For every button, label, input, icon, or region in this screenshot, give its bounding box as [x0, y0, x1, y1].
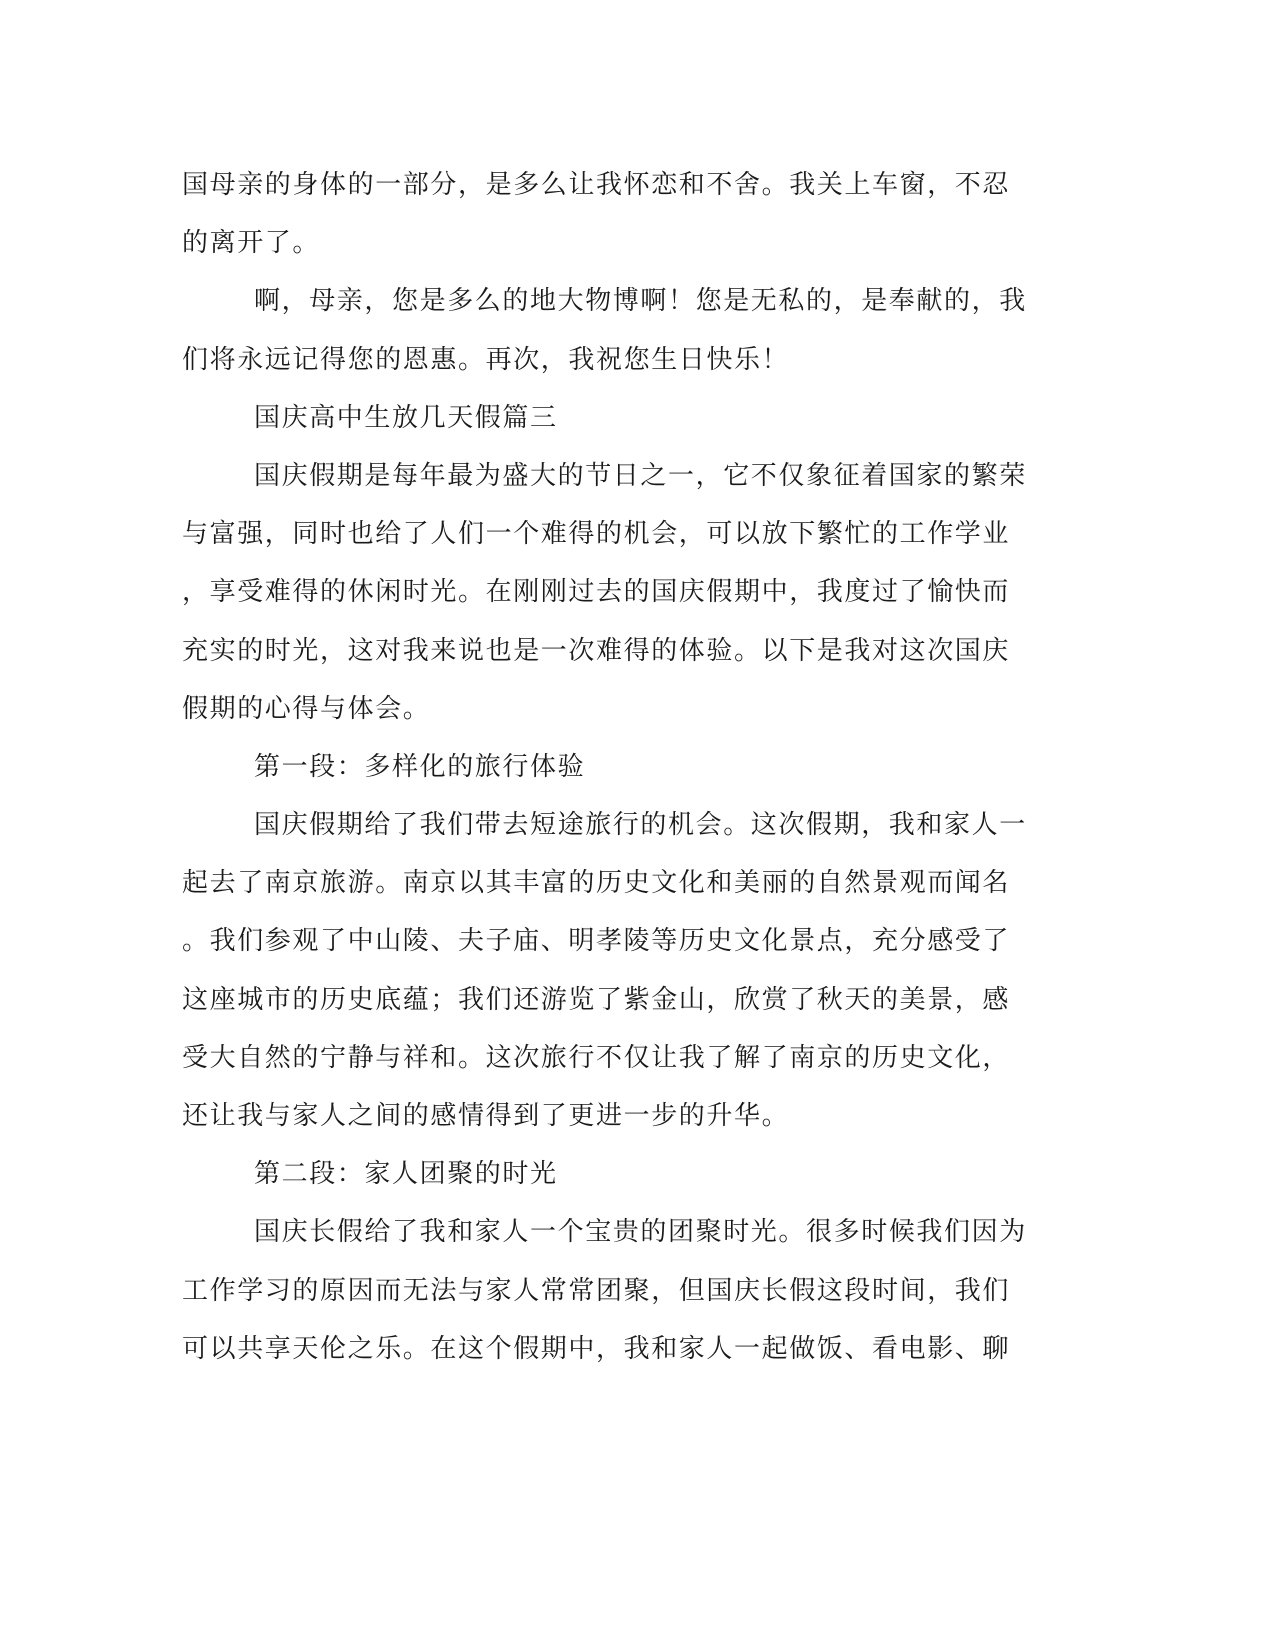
subsection-heading: 第二段：家人团聚的时光: [254, 1159, 558, 1190]
paragraph-start-line: 国庆长假给了我和家人一个宝贵的团聚时光。很多时候我们因为: [254, 1217, 1027, 1248]
paragraph-start-line: 国庆假期是每年最为盛大的节日之一，它不仅象征着国家的繁荣: [254, 460, 1027, 491]
text-line: 国母亲的身体的一部分，是多么让我怀恋和不舍。我关上车窗，不忍: [182, 170, 1011, 200]
text-line: 工作学习的原因而无法与家人常常团聚，但国庆长假这段时间，我们: [182, 1275, 1011, 1306]
text-line: 可以共享天伦之乐。在这个假期中，我和家人一起做饭、看电影、聊: [182, 1333, 1011, 1364]
text-line: 还让我与家人之间的感情得到了更进一步的升华。: [182, 1101, 790, 1131]
text-line: 与富强，同时也给了人们一个难得的机会，可以放下繁忙的工作学业: [182, 519, 1011, 550]
paragraph-start-line: 啊，母亲，您是多么的地大物博啊！您是无私的，是奉献的，我: [254, 286, 1027, 317]
text-line: 起去了南京旅游。南京以其丰富的历史文化和美丽的自然景观而闻名: [182, 868, 1011, 899]
paragraph-start-line: 国庆假期给了我们带去短途旅行的机会。这次假期，我和家人一: [254, 810, 1027, 841]
document-body: [182, 156, 1042, 1378]
text-line: 假期的心得与体会。: [182, 693, 431, 724]
text-line: 们将永远记得您的恩惠。再次，我祝您生日快乐！: [182, 344, 790, 375]
section-heading: 国庆高中生放几天假篇三: [254, 402, 558, 433]
text-line: ，享受难得的休闲时光。在刚刚过去的国庆假期中，我度过了愉快而: [182, 577, 1011, 608]
text-line: 充实的时光，这对我来说也是一次难得的体验。以下是我对这次国庆: [182, 635, 1011, 666]
subsection-heading: 第一段：多样化的旅行体验: [254, 751, 586, 782]
text-line: 这座城市的历史底蕴；我们还游览了紫金山，欣赏了秋天的美景，感: [182, 984, 1011, 1015]
text-line: 受大自然的宁静与祥和。这次旅行不仅让我了解了南京的历史文化，: [182, 1042, 1011, 1073]
text-line: 的离开了。: [182, 228, 321, 259]
text-line: 。我们参观了中山陵、夫子庙、明孝陵等历史文化景点，充分感受了: [182, 926, 1011, 957]
